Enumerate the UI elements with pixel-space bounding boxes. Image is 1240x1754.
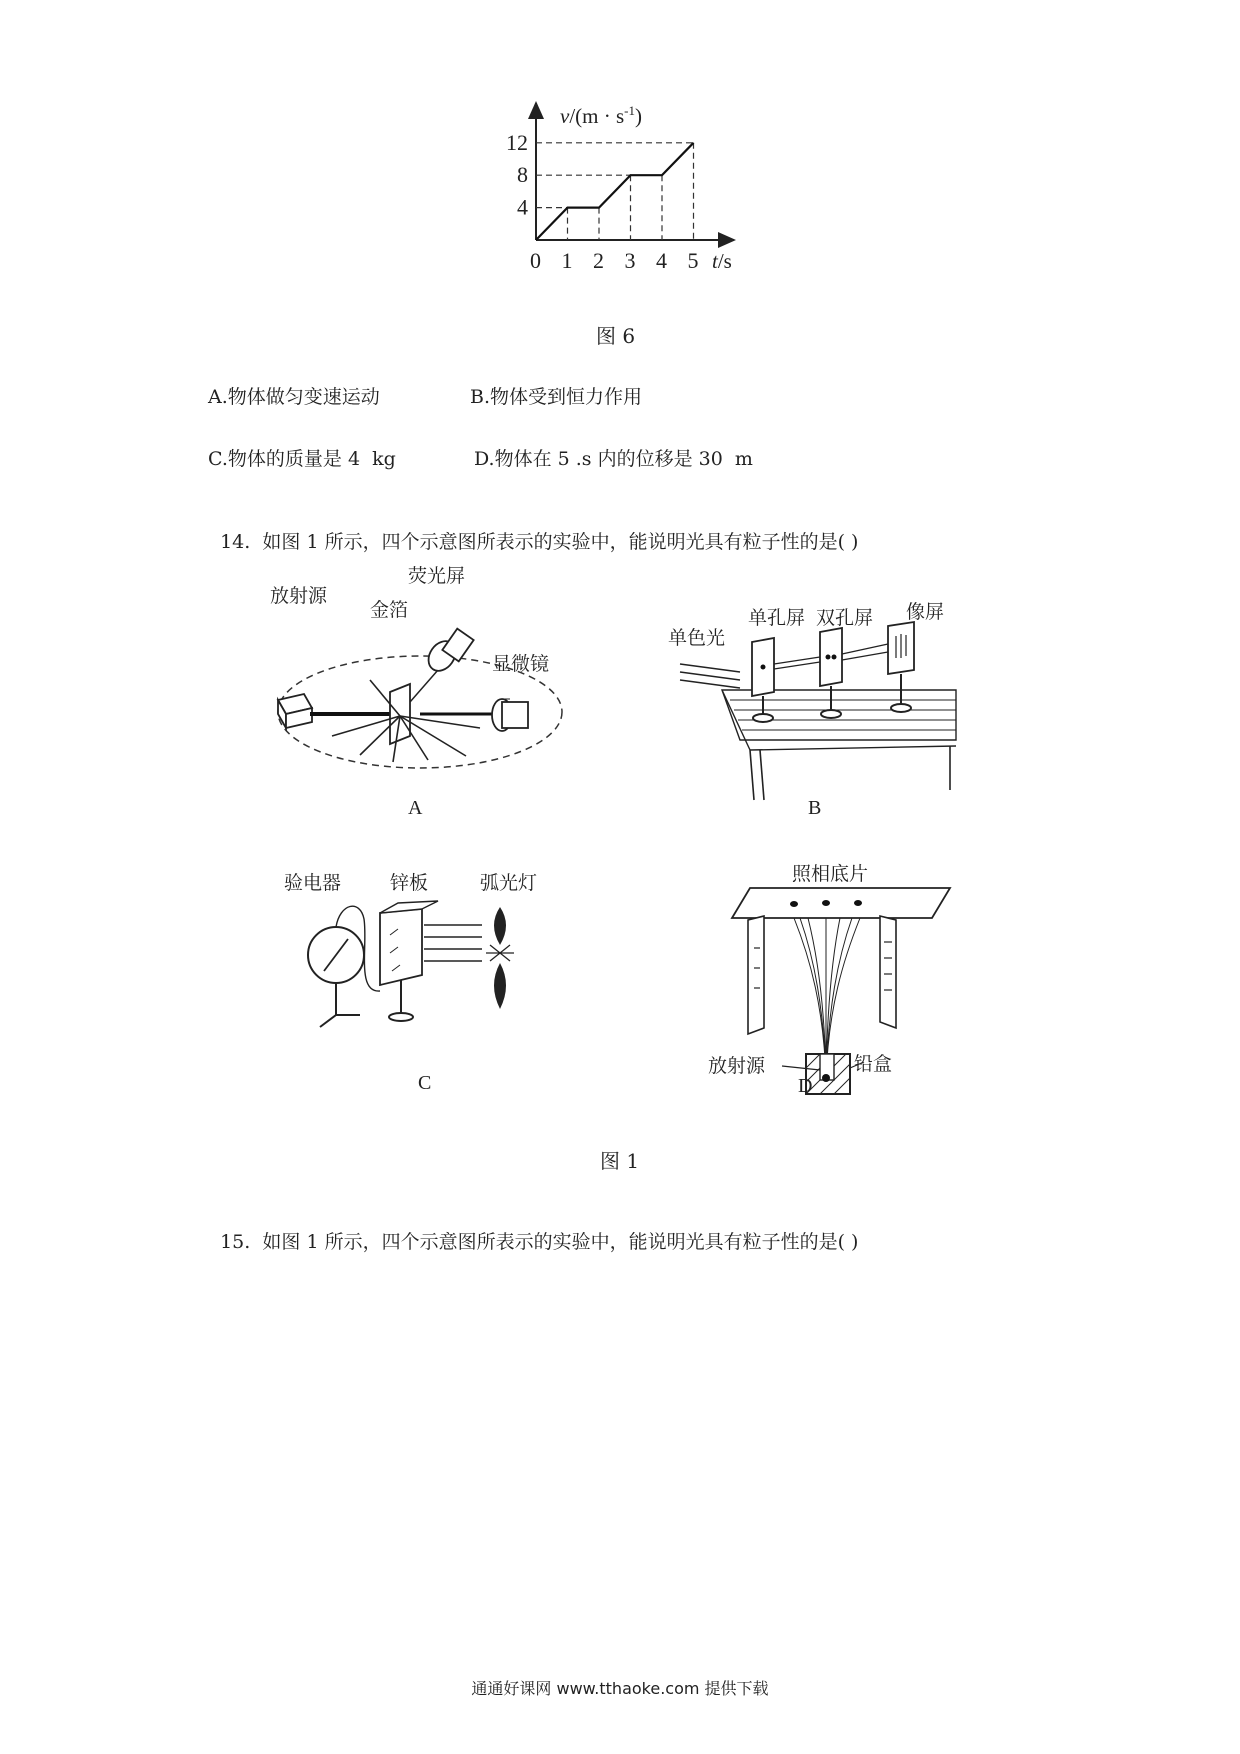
label-zinc-plate: 锌板	[390, 872, 429, 894]
question-text: 如图 1 所示，四个示意图所表示的实验中，能说明光具有粒子性的是( )	[262, 531, 859, 553]
x-tick-label: 3	[624, 248, 636, 273]
figure1-caption: 图 1	[600, 1149, 640, 1173]
option-d: D.物体在 5 .s 内的位移是 30 m	[474, 448, 753, 470]
x-tick-label: 0	[530, 248, 541, 273]
y-tick-label: 12	[506, 129, 528, 155]
panel-a-rutherford-scattering	[270, 565, 570, 830]
panel-d-radiation-deflection	[708, 858, 950, 1103]
velocity-time-chart	[480, 95, 770, 280]
panel-letter-a: A	[408, 797, 423, 819]
y-axis-label: $v/(m \cdot s^{-1})$	[560, 103, 642, 128]
question-number: 15.	[220, 1231, 251, 1253]
x-tick-label: 5	[687, 248, 699, 273]
label-double-slit: 双孔屏	[816, 607, 874, 629]
label-arc-lamp: 弧光灯	[480, 872, 538, 894]
footer-source: 通通好课网 www.tthaoke.com 提供下载	[471, 1679, 769, 1698]
option-c: C.物体的质量是 4 kg	[208, 448, 396, 470]
label-microscope: 显微镜	[492, 653, 550, 675]
x-axis-label: t/s	[712, 249, 732, 273]
y-tick-label: 4	[517, 194, 528, 220]
label-electroscope: 验电器	[284, 872, 342, 894]
question-15	[208, 1205, 858, 1254]
label-foil: 金箔	[370, 599, 409, 621]
x-tick-label: 2	[593, 248, 604, 273]
panel-letter-d: D	[798, 1075, 813, 1097]
x-tick-label: 1	[561, 248, 573, 273]
option-b: B.物体受到恒力作用	[470, 386, 643, 408]
panel-b-double-slit	[670, 600, 970, 830]
x-tick-label: 4	[656, 248, 667, 273]
label-screen: 荧光屏	[408, 565, 466, 587]
panel-c-photoelectric	[284, 872, 560, 1100]
question-number: 14.	[220, 531, 251, 553]
label-source: 放射源	[270, 585, 328, 607]
figure6-caption: 图 6	[596, 324, 636, 348]
question-14	[208, 505, 858, 554]
label-single-slit: 单孔屏	[748, 607, 806, 629]
velocity-series-line	[536, 143, 694, 240]
y-tick-label: 8	[517, 162, 528, 188]
label-image-screen: 像屏	[906, 601, 945, 623]
label-lead-box: 铅盒	[854, 1053, 893, 1075]
question-text: 如图 1 所示，四个示意图所表示的实验中，能说明光具有粒子性的是( )	[262, 1231, 859, 1253]
panel-letter-c: C	[418, 1072, 432, 1094]
label-light: 单色光	[668, 627, 726, 649]
label-photo-film: 照相底片	[792, 863, 869, 885]
panel-letter-b: B	[808, 797, 822, 819]
option-a: A.物体做匀变速运动	[208, 386, 380, 408]
label-radiation-source: 放射源	[708, 1055, 766, 1077]
